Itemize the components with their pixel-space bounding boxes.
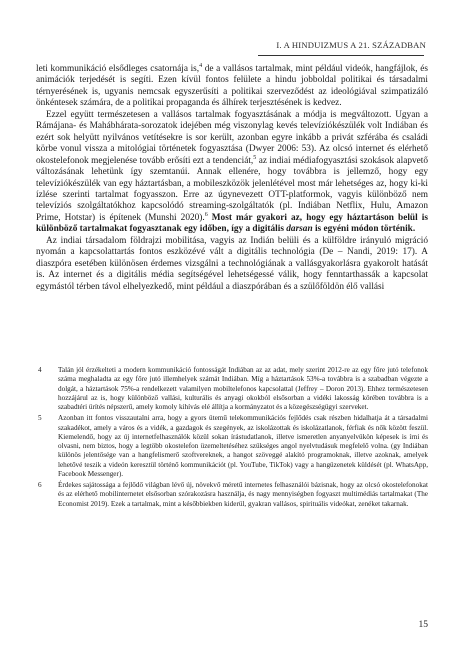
header-rule [258,55,424,56]
running-head: I. A HINDUIZMUS A 21. SZÁZADBAN [276,40,426,50]
footnote-4 [36,366,428,412]
footnote-6 [36,481,428,509]
paragraph-1-start: leti kommunikáció elsődleges csatornája is, [36,64,200,74]
page-number: 15 [418,620,428,630]
emphasis-part-1: Most már gyakori az, hogy egy háztartáson belül is különböző tartalmakat fogyasztanak egy időben, így a digitális [36,212,428,235]
paragraph-1 [36,64,428,110]
footnote-number: 6 [38,481,42,489]
footnote-ref-6[interactable]: 6 [204,211,208,218]
footnote-number: 4 [38,366,42,374]
paragraph-2 [36,110,428,236]
footnote-number: 5 [38,414,42,423]
footnote-ref-4[interactable]: 4 [199,62,203,69]
paragraph-2-middle: az indiai médiafogyasztási szokások alapvető változásának lehetünk így szemtanúi. Annak ellenére, hogy továbbra is jellemző, hogy egy televíziókészülék van egy háztartásban, a mobileszközök jelenlétével most már lehetséges az, hogy ki-ki ízlése szerinti tartalmat fogyasszon. Erre az úgynevezett OTT-platformok, vagyis különböző nem televíziós szolgáltatókhoz kapcsolódó streaming-szolgáltatók (pl. Indiában Netflix, Hulu, Amazon Prime, Hotstar) is építenek (Munshi 2020). [36,155,428,223]
footnote-text: Azonban itt fontos visszautalni arra, hogy a gyors ütemű telekommunikációs fejlődés csak részben hidalhatja át a társadalmi szakadékot, amely a város és a vidék, a gazdagok és szegények, az iskolázottak és iskolázatlanok, férfiak és nők között feszül. Kiemelendő, hogy az új internetfelhasználók közül sokan írástudatlanok, illetve ismeretlen anyanyelvükön képesek is írni és olvasni, nem biztos, hogy a legtöbb okostelefon üzemeltetéséhez szükséges angol nyelvtudásuk megfelelő volna. (gy Indiában különös jelentősége van a hangfelismerő szoftvereknek, a hangot szöveggé alakító programoknak, illetve azoknak, amelyek lehetővé teszik a videón keresztül történő kommunikációt (pl. YouTube, TikTok) vagy a hangüzenetek küldését (pl. WhatsApp, Facebook Messenger). [58,414,428,478]
main-text [36,64,428,293]
footnote-ref-5[interactable]: 5 [253,154,257,161]
paragraph-1-end: de a vallásos tartalmak, mint például videók, hangfájlok, és animációk terjedését is segíti. Ezen kívül fontos felülete a hindu jobboldal politikai és társadalmi térnyerésének is, ugyanis nemcsak egyszerűsíti a politikai szerveződést az ideológiával szimpatizáló önkéntesek számára, de a politikai propaganda és álhírek terjesztésének is kedvez. [36,64,428,109]
emphasis-italic-term: darsan [286,224,313,235]
emphasis-part-2: is egyéni módon történik. [312,224,416,235]
paragraph-2-start: Ezzel együtt természetesen a vallásos tartalmak fogyasztásának a módja is megváltozott. Ugyan a Rámájana- és Mahábhárata-sorozatok idejében még viszonylag kevés televíziókészülék volt Indiában és ezért sok helyütt nyilvános vetítésekre is sor került, azonban egyre inkább a privát szférába és családi körbe vonul vissza a mitológiai történetek fogyasztása (Dwyer 2006: 53). Az olcsó internet és elérhető okostelefonok megjelenése tovább erősíti ezt a tendenciát, [36,109,428,166]
footnote-text: Érdekes sajátossága a fejlődő világban lévő új, növekvő méretű internetes felhasználói bázisnak, hogy az olcsó okostelefonokat és az elérhető mobilinternetet elsősorban szórakozásra használja, és nagy mennyiségben fogyaszt multimédiás tartalmakat (The Economist 2019). Ezek a tartalmak, mint a későbbiekben kiderül, gyakran vallásos, spirituális videókat, zenéket takarnak. [58,481,428,508]
paragraph-3: Az indiai társadalom földrajzi mobilitása, vagyis az Indián belüli és a külföldre irányuló migráció nyomán a kapcsolattartás fontos eszközévé vált a digitális technológia (De – Nandi, 2019: 17). A diaszpóra esetében különösen érdemes vizsgálni a technológiának a vallásgyakorlásra gyakorolt hatását is. Az internet és a digitális média segítségével lehetségessé válik, hogy fenntarthassák a kapcsolat egymástól térben távol elhelyezkedő, mint például a diaszpórában és a szülőföldön élő vallási [36,235,428,292]
footnote-5 [36,414,428,479]
footnote-text: Talán jól érzékelteti a modern kommunikáció fontosságát Indiában az az adat, mely szerint 2012-re az egy főre jutó telefonok száma meghaladta az egy főre jutó illemhelyek számát Indiában. Míg a háztartások 53%-a továbbra is a szabadban végezte a dolgát, a háztartások 75%-a rendelkezett valamilyen mobiltelefonos kapcsolattal (Jeffrey – Doron 2013). Ehhez természetesen hozzájárul az is, hogy különböző vallási, kulturális és anyagi okokból elsősorban a vidéki lakosság körében továbbra is a szabadtéri ürítés népszerű, amely komoly kihívás elé állítja a kormányzatot és a közegészségügyi szerveket. [58,366,428,411]
footnotes [36,366,428,511]
